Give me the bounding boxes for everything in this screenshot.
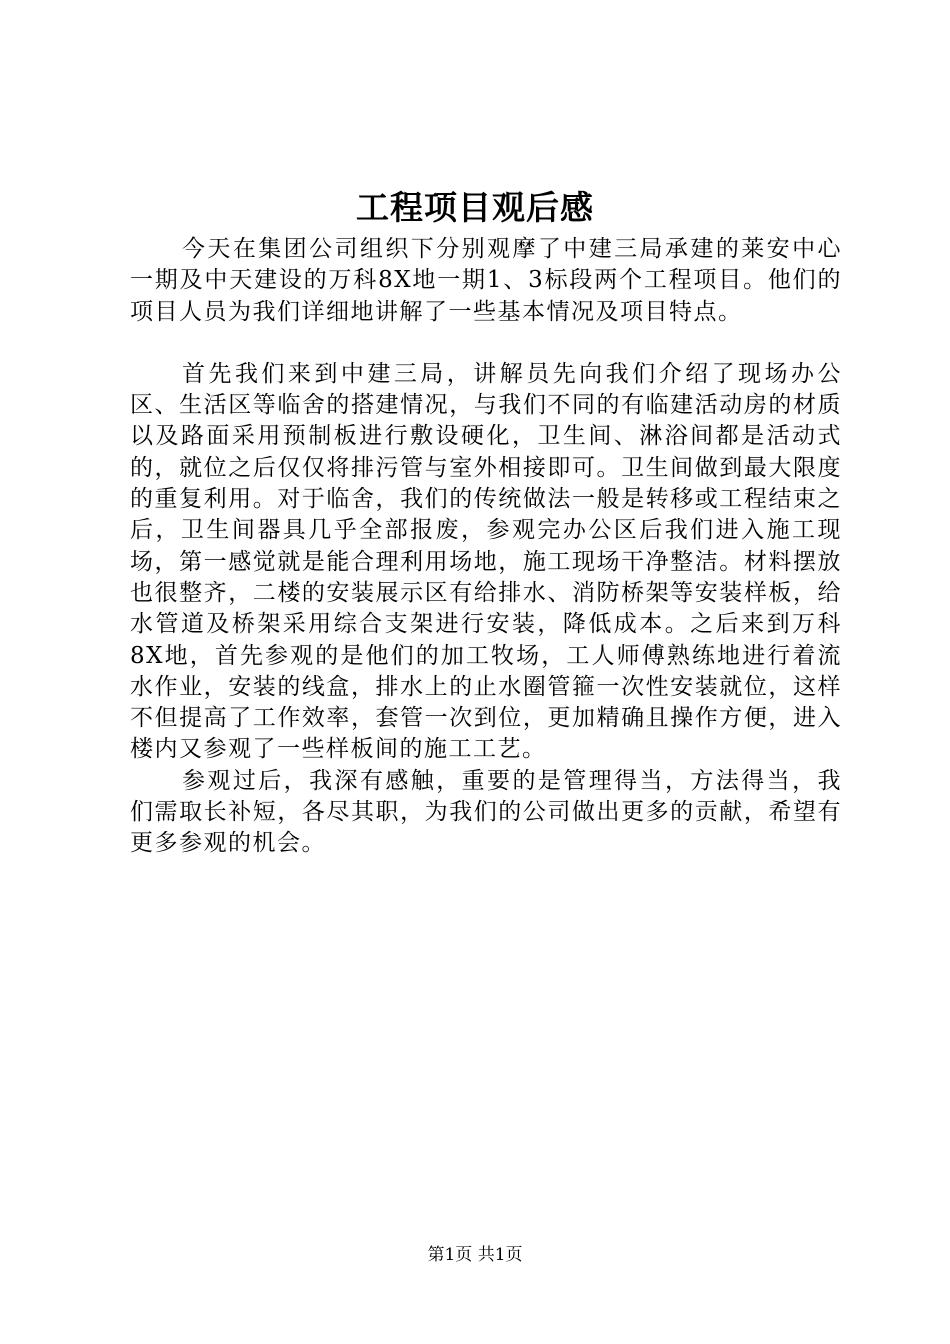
page-footer: 第1页 共1页 [427, 1245, 523, 1265]
paragraph-visit-details: 首先我们来到中建三局，讲解员先向我们介绍了现场办公区、生活区等临舍的搭建情况，与我们不同的有临建活动房的材质以及路面采用预制板进行敷设硬化，卫生间、淋浴间都是活动式的，就位之后仅仅将排污管与室外相接即可。卫生间做到最大限度的重复利用。对于临舍，我们的传统做法一般是转移或工程结束之后，卫生间器具几乎全部报废，参观完办公区后我们进入施工现场，第一感觉就是能合理利用场地，施工现场干净整洁。材料摆放也很整齐，二楼的安装展示区有给排水、消防桥架等安装样板，给水管道及桥架采用综合支架进行安装，降低成本。之后来到万科8X地，首先参观的是他们的加工牧场，工人师傅熟练地进行着流水作业，安装的线盒，排水上的止水圈管箍一次性安装就位，这样不但提高了工作效率，套管一次到位，更加精确且操作方便，进入楼内又参观了一些样板间的施工工艺。 [130, 360, 842, 763]
paragraph-intro: 今天在集团公司组织下分别观摩了中建三局承建的莱安中心一期及中天建设的万科8X地一期1、3标段两个工程项目。他们的项目人员为我们详细地讲解了一些基本情况及项目特点。 [130, 236, 842, 325]
document-body [130, 234, 842, 860]
paragraph-conclusion: 参观过后，我深有感触，重要的是管理得当，方法得当，我们需取长补短，各尽其职，为我们的公司做出更多的贡献，希望有更多参观的机会。 [130, 767, 842, 857]
page-title: 工程项目观后感 [356, 188, 594, 227]
